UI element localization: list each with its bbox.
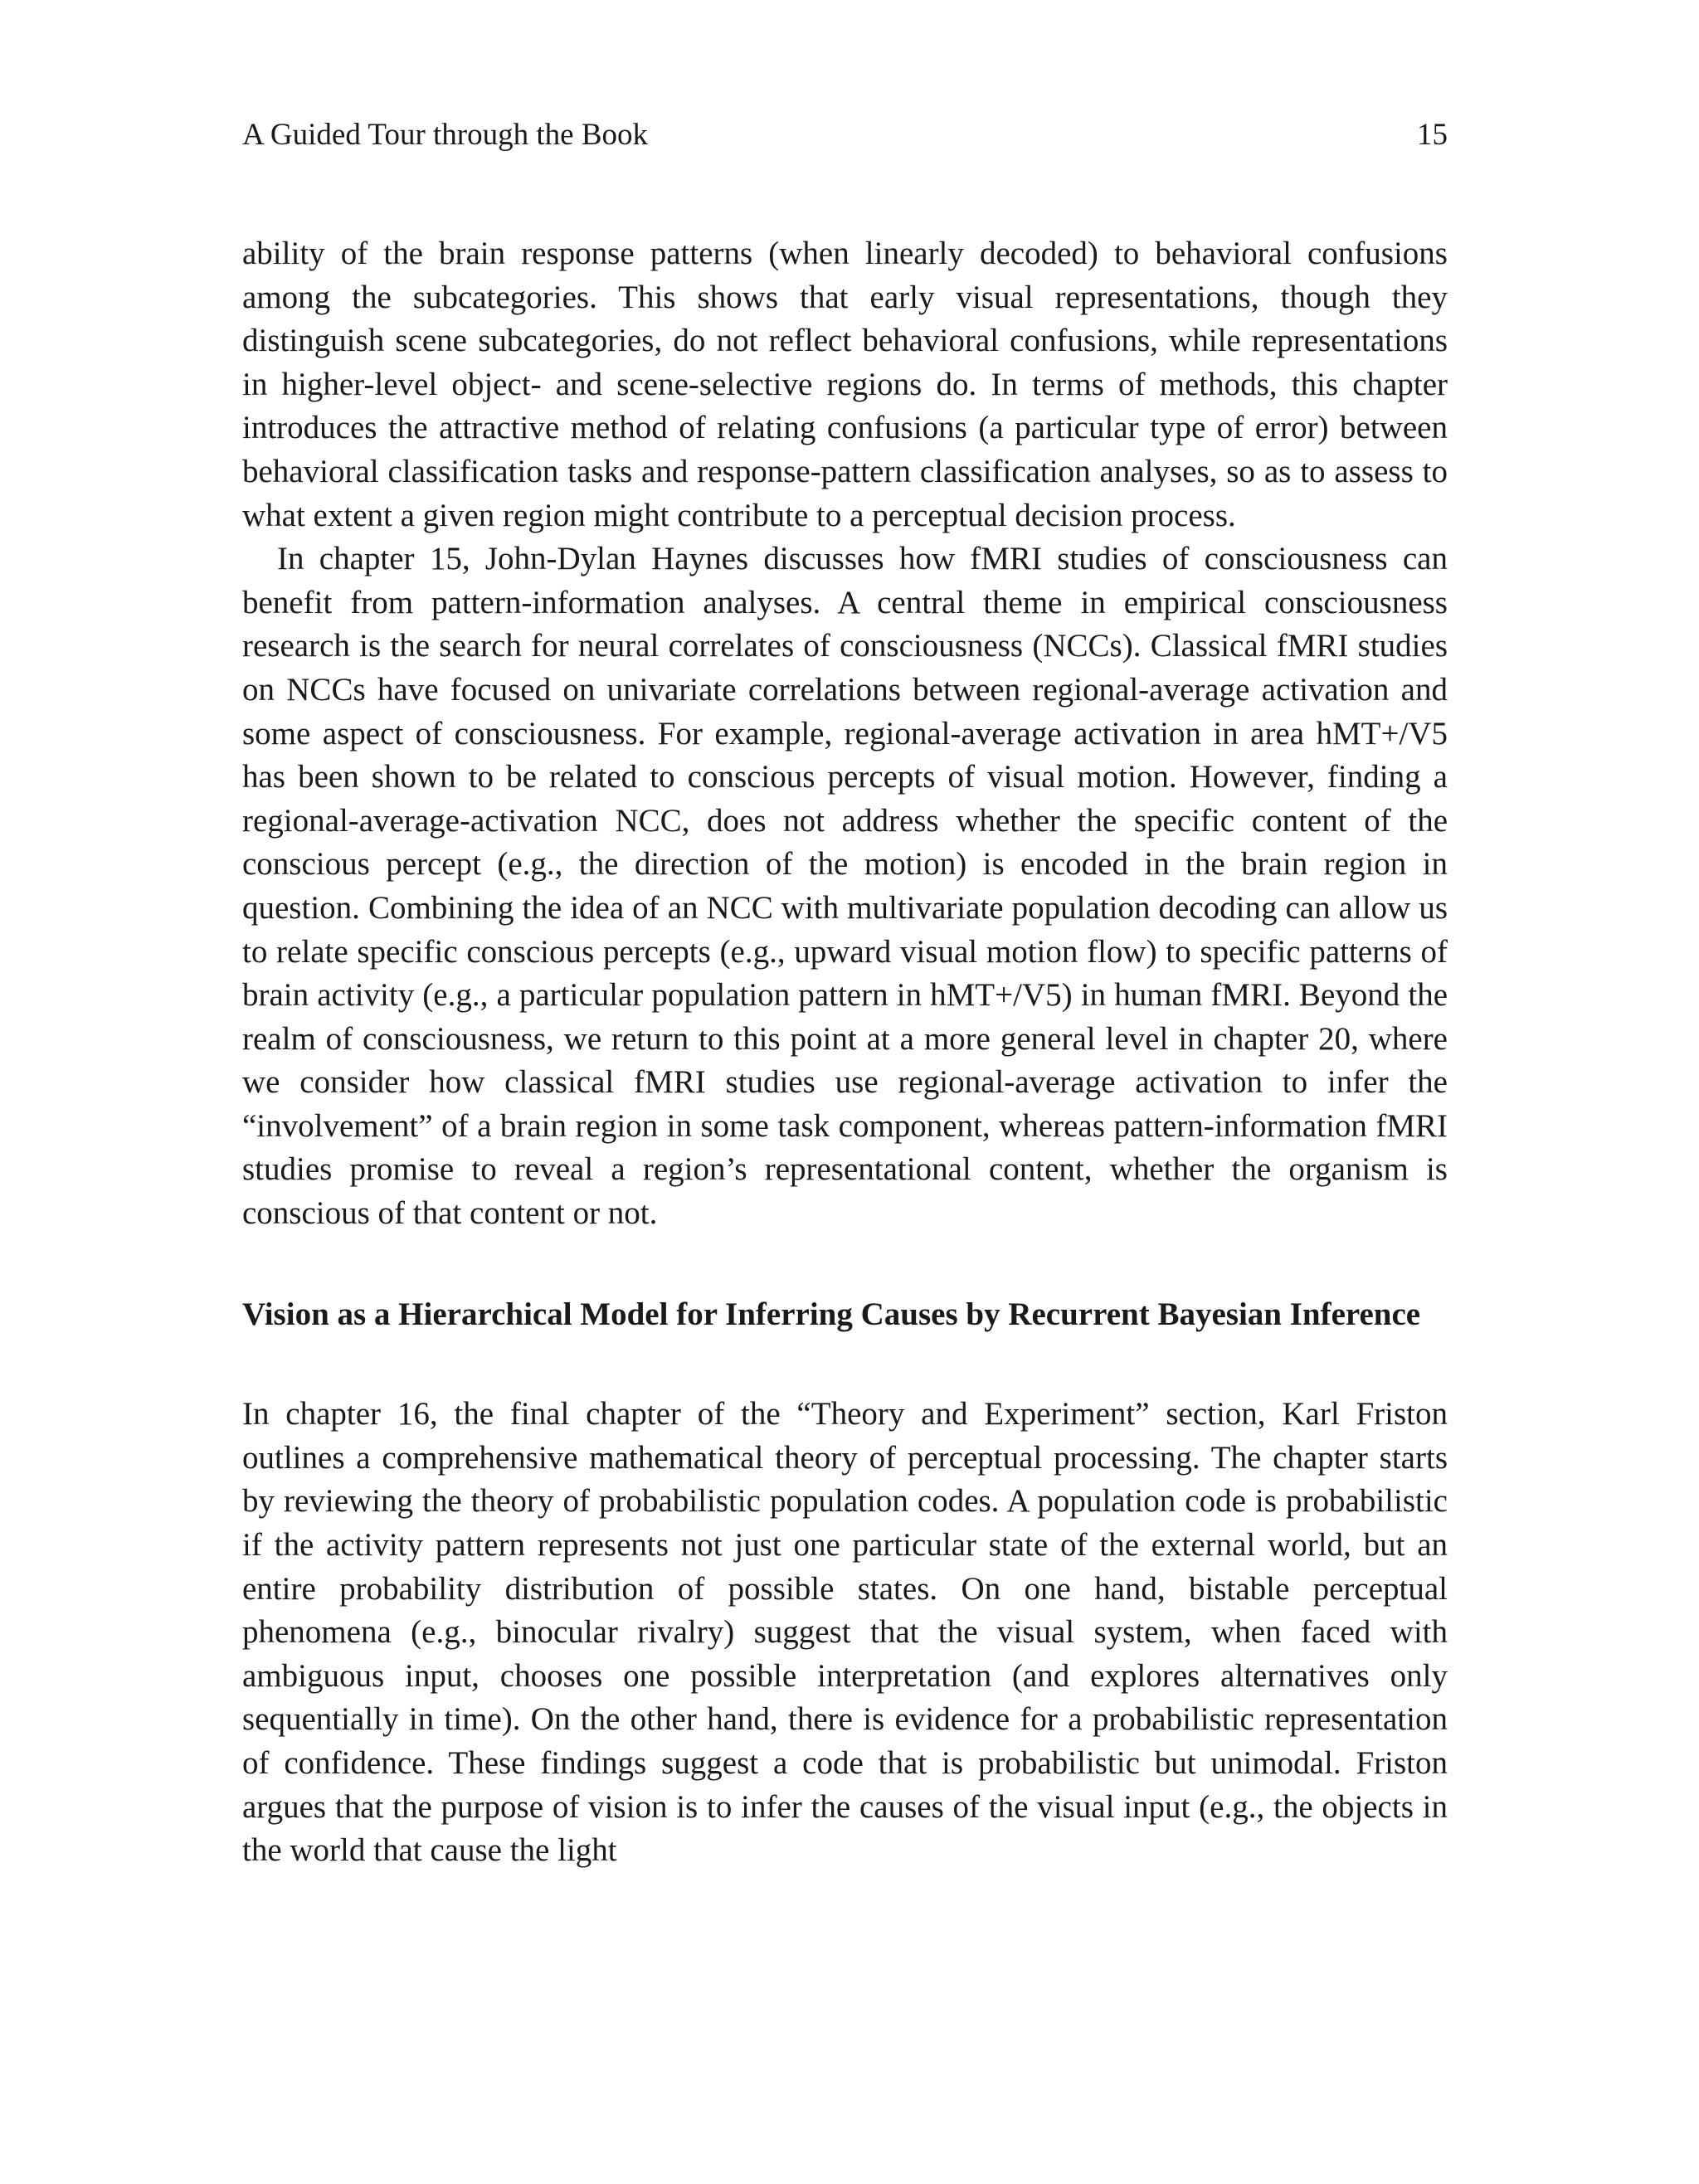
paragraph-continued: ability of the brain response patterns (when linearly decoded) to behavioral confusions among the subcategories. This shows that early visual representations, though they distinguish scene subcategories, do not reflect behavioral confusions, while representations in higher-level object- and scene-selective regions do. In terms of methods, this chapter introduces the attractive method of relating confusions (a particular type of error) between behavioral classification tasks and response-pattern classification analyses, so as to assess to what extent a given region might contribute to a perceptual decision process. <box>242 236 1448 533</box>
section-heading: Vision as a Hierarchical Model for Inferring Causes by Recurrent Bayesian Inference <box>242 1296 1421 1332</box>
page-number: 15 <box>1417 118 1448 152</box>
running-head-title: A Guided Tour through the Book <box>242 118 649 152</box>
paragraph-chapter-16: In chapter 16, the final chapter of the “Theory and Experiment” section, Karl Friston outlines a comprehensive mathematical theory of perceptual processing. The chapter starts by reviewing the theory of probabilistic population codes. A population code is probabilistic if the activity pattern represents not just one particular state of the external world, but an entire probability distribution of possible states. On one hand, bistable perceptual phenomena (e.g., binocular rivalry) suggest that the visual system, when faced with ambiguous input, chooses one possible interpretation (and explores alternatives only sequentially in time). On the other hand, there is evidence for a probabilistic representation of confidence. These findings suggest a code that is probabilistic but unimodal. Friston argues that the purpose of vision is to infer the causes of the visual input (e.g., the objects in the world that cause the light <box>242 1396 1448 1869</box>
running-head <box>242 114 1448 156</box>
body-text <box>242 232 1448 1873</box>
paragraph-chapter-15: In chapter 15, John-Dylan Haynes discusses how fMRI studies of consciousness can benefit from pattern-information analyses. A central theme in empirical consciousness research is the search for neural correlates of consciousness (NCCs). Classical fMRI studies on NCCs have focused on univariate correlations between regional-average activation and some aspect of consciousness. For example, regional-average activation in area hMT+/V5 has been shown to be related to conscious percepts of visual motion. However, finding a regional-average-activation NCC, does not address whether the specific content of the conscious percept (e.g., the direction of the motion) is encoded in the brain region in question. Combining the idea of an NCC with multivariate population decoding can allow us to relate specific conscious percepts (e.g., upward visual motion flow) to specific patterns of brain activity (e.g., a particular population pattern in hMT+/V5) in human fMRI. Beyond the realm of consciousness, we return to this point at a more general level in chapter 20, where we consider how classical fMRI studies use regional-average activation to infer the “involvement” of a brain region in some task component, whereas pattern-information fMRI studies promise to reveal a region’s representational content, whether the organism is conscious of that content or not. <box>242 541 1448 1232</box>
